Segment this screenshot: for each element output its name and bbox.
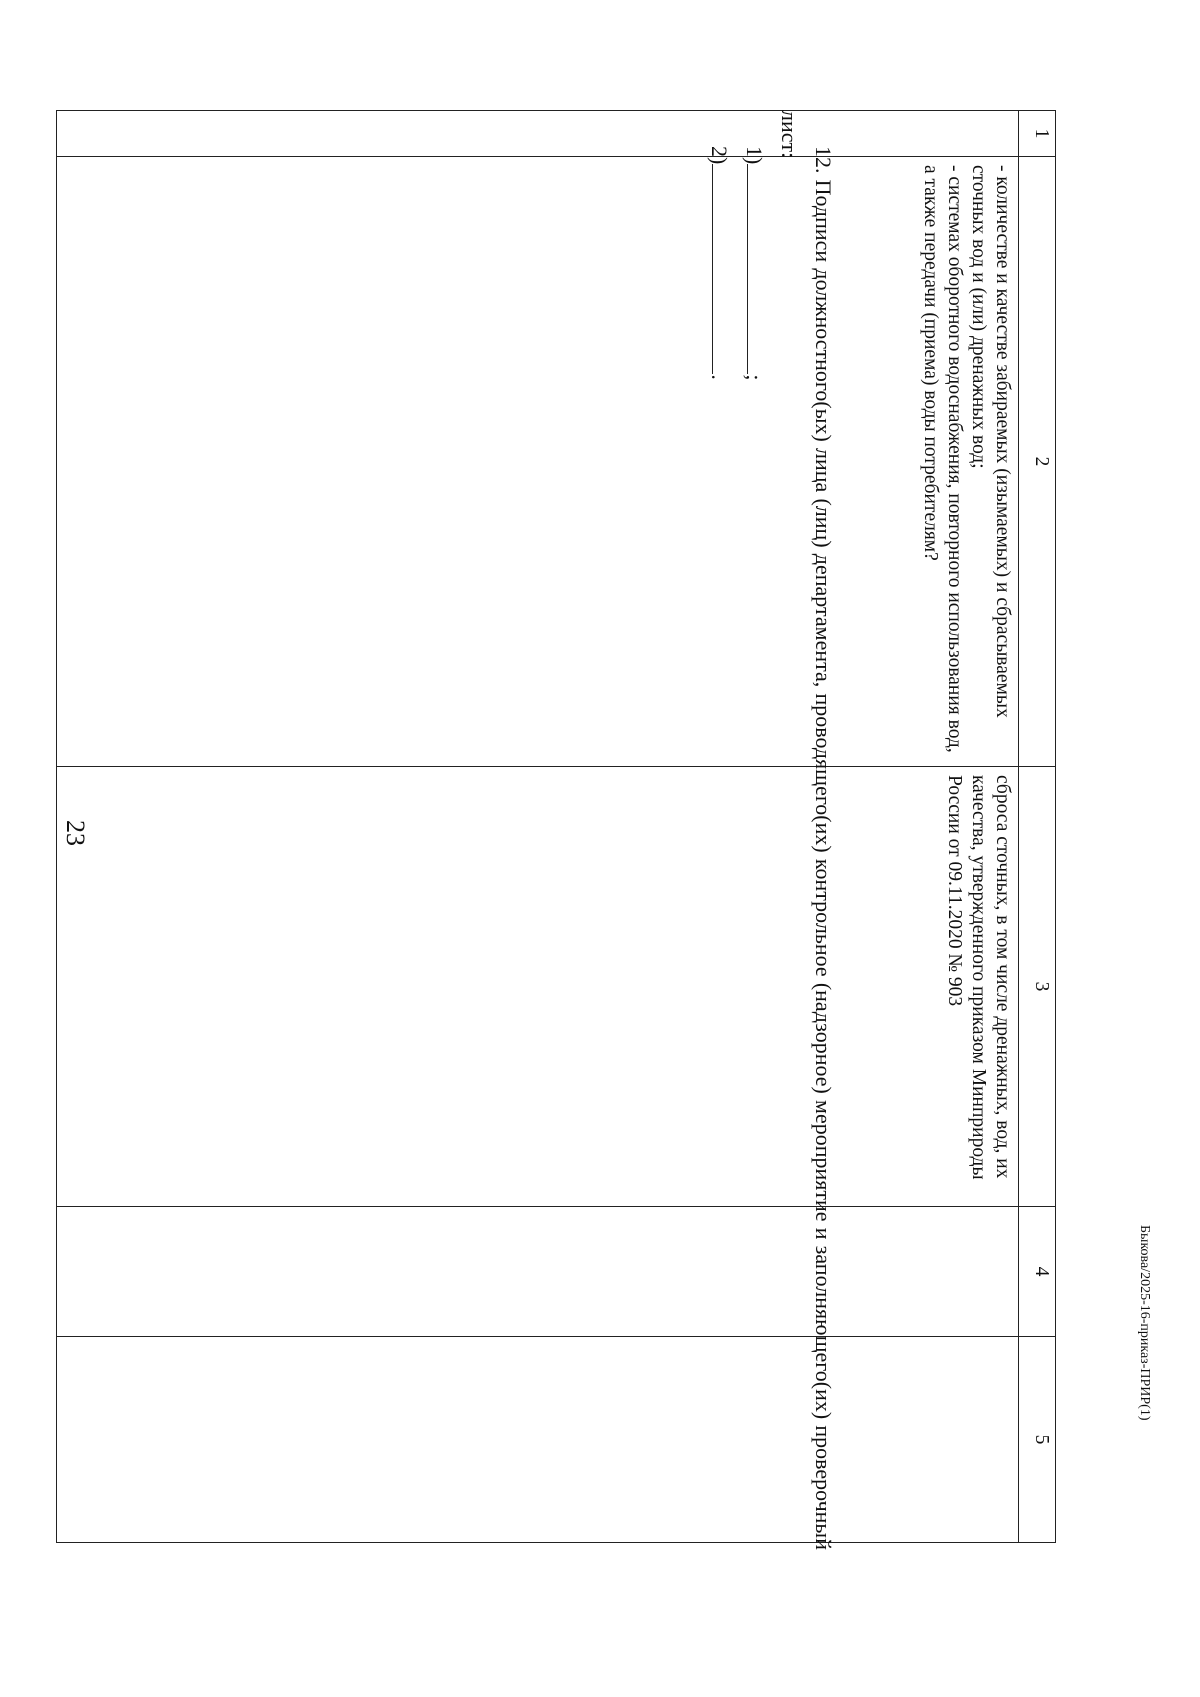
header-cell-2: 2 [1019,157,1056,767]
legal-reference-text: сброса сточных, в том числе дренажных, вод, их качества, утвержденного приказом Минприроды России от 09.11.2020 № 903 [944,775,1013,1180]
signature-blank-1 [747,164,772,374]
requirement-question-cell [57,157,1019,767]
header-cell-4: 4 [1019,1207,1056,1337]
header-cell-5: 5 [1019,1337,1056,1543]
header-cell-1: 1 [1019,111,1056,157]
signature-section [702,110,840,1550]
signature-line-2-prefix: 2) [707,146,732,165]
document-footer-code: Быкова/2025-16-приказ-ПРИР(1) [1137,1225,1152,1421]
signature-blank-2 [712,164,737,374]
table-header-row [1019,111,1056,1543]
page-number: 23 [61,820,90,846]
signature-line-1 [737,146,772,1550]
row-number-cell [57,111,1019,157]
inspection-checklist-table [56,110,1056,1543]
legal-reference-cell [57,767,1019,1207]
question-item-2: - системах оборотного водоснабжения, повторного использования вод, а также передачи (приема) воды потребителям? [920,165,965,753]
signature-line-1-suffix: ; [742,374,767,381]
signature-line-2 [702,146,737,1550]
table-row [57,111,1019,1543]
signature-line-2-suffix: . [707,374,732,380]
question-item-1: - количестве и качестве забираемых (изымаемых) и сбрасываемых сточных вод и (или) дренажных вод; [968,165,1013,718]
signature-section-title: 12. Подписи должностного(ых) лица (лиц) департамента, проводящего(их) контрольное (надзорное) мероприятие и заполняющего(их) проверочный лист: [777,110,836,1550]
header-cell-3: 3 [1019,767,1056,1207]
answer-cell-5 [57,1337,1019,1543]
signature-line-1-prefix: 1) [742,146,767,165]
answer-cell-4 [57,1207,1019,1337]
